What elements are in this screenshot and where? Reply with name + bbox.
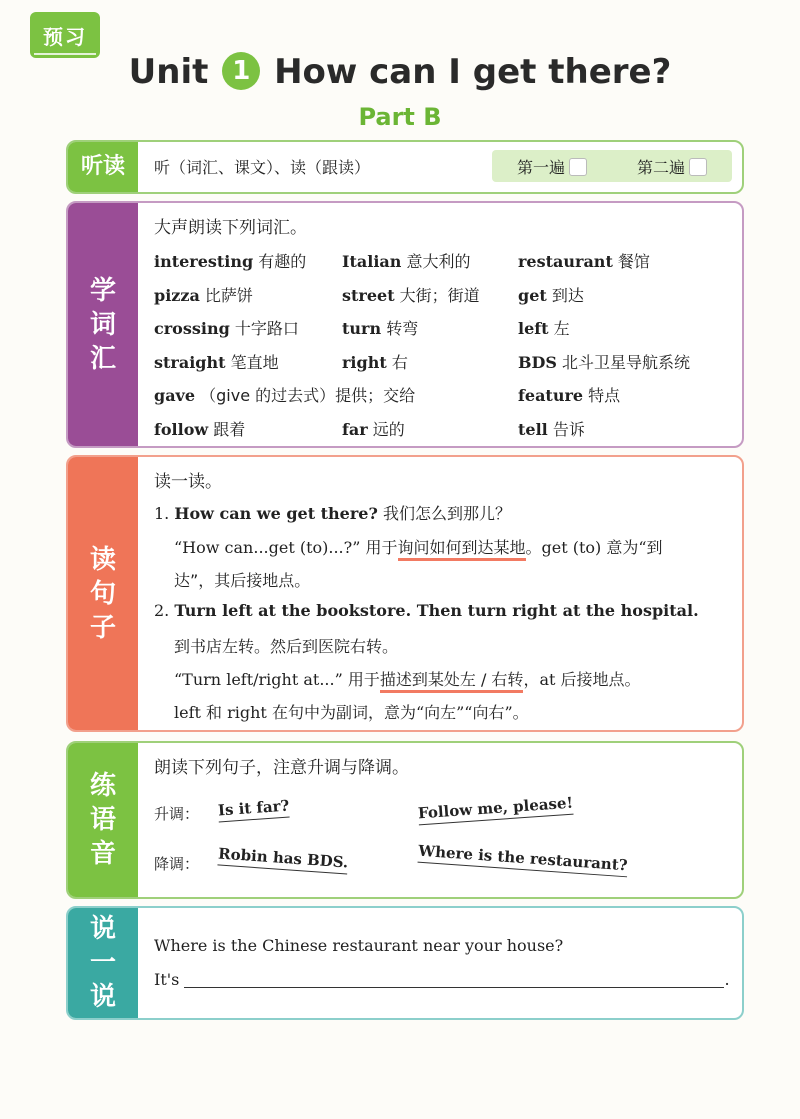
vocab-word: pizza (154, 285, 200, 305)
vocab-label: 学 词 汇 (68, 203, 138, 446)
vocab-word: follow (154, 419, 209, 439)
highlight-1: 询问如何到达某地 (398, 538, 526, 561)
sentence-1: 1. How can we get there? 我们怎么到那儿？ (154, 504, 511, 523)
vocab-word: get (518, 285, 547, 305)
sentence-2: 2. Turn left at the bookstore. Then turn right at the hospital. (154, 601, 699, 620)
vocab-meaning: 告诉 (552, 419, 585, 439)
vocab-item (518, 283, 584, 306)
vocab-item (154, 283, 253, 306)
vocab-word: BDS (518, 352, 557, 372)
vocab-meaning: 跟着 (213, 419, 246, 439)
vocab-item (518, 249, 650, 272)
vocab-row (154, 279, 744, 313)
pronunciation-section (66, 741, 744, 899)
vocab-item (518, 350, 690, 373)
vocab-meaning: 远的 (372, 419, 405, 439)
vocab-meaning: 比萨饼 (204, 285, 253, 305)
rise-sentence-2: Follow me, please! (417, 794, 573, 826)
page-title (0, 52, 800, 92)
vocab-word: Italian (342, 252, 402, 271)
vocab-word: restaurant (518, 252, 613, 271)
vocab-row (154, 413, 744, 447)
vocab-word: turn (342, 319, 382, 338)
vocab-word: right (342, 352, 387, 372)
vocab-item (342, 316, 418, 339)
vocab-meaning: 笔直地 (230, 352, 279, 372)
sentence-2-translation: 到书店左转。然后到医院右转。 (174, 637, 399, 656)
vocab-item (342, 283, 480, 306)
vocab-word: interesting (154, 252, 254, 271)
vocab-item (342, 417, 405, 440)
pass-checklist (492, 150, 732, 182)
vocab-word: street (342, 285, 395, 305)
answer-blank[interactable] (184, 971, 724, 988)
vocab-meaning: 左 (553, 319, 570, 338)
listen-instruction: 听（词汇、课文）、读（跟读） (154, 158, 371, 177)
sentence-1-note: “How can...get (to)...?” 用于询问如何到达某地。get (to) 意为“到 (174, 535, 663, 558)
unit-number-circle: 1 (222, 52, 260, 90)
vocab-word: crossing (154, 319, 230, 338)
vocab-section (66, 201, 744, 448)
speak-question: Where is the Chinese restaurant near your house? (154, 936, 564, 955)
vocab-meaning: （give 的过去式）提供；交给 (200, 386, 416, 405)
speak-section (66, 906, 744, 1020)
vocab-meaning: 转弯 (386, 319, 419, 338)
pron-label: 练 语 音 (68, 743, 138, 897)
read-instruction: 读一读。 (154, 472, 222, 492)
listen-label: 听读 (68, 142, 138, 192)
speak-answer: It's . (154, 970, 730, 989)
vocab-word: tell (518, 419, 548, 439)
vocab-word: feature (518, 386, 584, 405)
read-section (66, 455, 744, 732)
vocab-row (154, 312, 744, 346)
fall-sentence-1: Robin has BDS. (217, 844, 348, 874)
vocab-meaning: 十字路口 (234, 319, 299, 338)
speak-label: 说 一 说 (68, 908, 138, 1018)
vocab-row (154, 346, 744, 380)
vocab-item (518, 383, 620, 406)
sentence-2-note: “Turn left/right at...” 用于描述到某处左 / 右转，at 后接地点。 (174, 667, 641, 690)
first-pass: 第一遍 (517, 155, 587, 178)
second-pass-checkbox[interactable] (689, 158, 707, 176)
highlight-2: 描述到某处左 / 右转 (380, 670, 524, 693)
title-question: How can I get there? (274, 52, 672, 92)
sentence-1-note-cont: 达”，其后接地点。 (174, 571, 311, 590)
vocab-item (154, 350, 279, 373)
read-label: 读 句 子 (68, 457, 138, 730)
vocab-word: straight (154, 352, 226, 372)
vocab-item (154, 383, 415, 406)
vocab-meaning: 意大利的 (406, 252, 471, 271)
badge-label: 预习 (43, 24, 87, 49)
rise-sentence-1: Is it far? (217, 797, 290, 823)
vocab-meaning: 大街；街道 (399, 285, 480, 305)
sentence-2-note-cont: left 和 right 在句中为副词，意为“向左”“向右”。 (174, 703, 529, 722)
vocab-meaning: 有趣的 (258, 252, 307, 271)
vocab-word: far (342, 419, 368, 439)
vocab-instruction: 大声朗读下列词汇。 (154, 218, 307, 238)
vocab-item (154, 417, 245, 440)
vocab-meaning: 到达 (551, 285, 584, 305)
vocab-item (154, 316, 299, 339)
vocab-word: gave (154, 386, 196, 405)
second-pass: 第二遍 (637, 155, 707, 178)
page-subtitle: Part B (358, 103, 442, 131)
pron-instruction: 朗读下列句子，注意升调与降调。 (154, 758, 409, 778)
vocab-meaning: 北斗卫星导航系统 (562, 352, 691, 372)
vocab-item (342, 350, 408, 373)
vocab-row (154, 245, 744, 279)
fall-sentence-2: Where is the restaurant? (418, 842, 629, 878)
vocab-list (154, 245, 744, 446)
title-unit: Unit (128, 52, 209, 92)
vocab-meaning: 右 (391, 352, 408, 372)
vocab-item (154, 249, 306, 272)
listen-section (66, 140, 744, 194)
vocab-meaning: 餐馆 (617, 252, 650, 271)
vocab-word: left (518, 319, 549, 338)
fall-label: 降调： (154, 855, 200, 873)
vocab-row (154, 379, 744, 413)
first-pass-checkbox[interactable] (569, 158, 587, 176)
vocab-item (518, 316, 570, 339)
vocab-item (342, 249, 471, 272)
vocab-item (518, 417, 585, 440)
vocab-meaning: 特点 (588, 386, 621, 405)
rise-label: 升调： (154, 805, 200, 823)
